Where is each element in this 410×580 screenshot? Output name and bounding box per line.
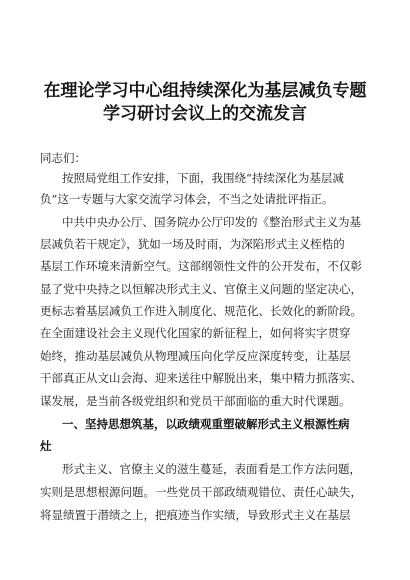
paragraph-2-line-4: 显了党中央持之以恒解决形式主义、官僚主义问题的坚定决心， — [40, 282, 362, 296]
salutation: 同志们： — [40, 151, 86, 165]
paragraph-2-line-5: 更标志着基层减负工作进入制度化、规范化、长效化的新阶段。 — [40, 304, 362, 318]
paragraph-3-line-2: 实则是思想根源问题。一些党员干部政绩观错位、责任心缺失， — [40, 485, 362, 499]
paragraph-1-line-1: 按照局党组工作安排，下面，我围绕“持续深化为基层减 — [62, 171, 344, 185]
paragraph-3-line-3: 将显绩置于潜绩之上，把痕迹当作实绩，导致形式主义在基层 — [40, 508, 351, 522]
paragraph-2-line-7: 始终，推动基层减负从物理减压向化学反应深度转变，让基层 — [40, 349, 351, 363]
paragraph-2-line-3: 基层工作环境来清新空气。这部纲领性文件的公开发布，不仅彰 — [40, 259, 362, 273]
paragraph-1-line-2: 负”这一专题与大家交流学习体会，不当之处请批评指正。 — [40, 192, 334, 206]
paragraph-2-line-1: 中共中央办公厅、国务院办公厅印发的《整治形式主义为基 — [62, 215, 361, 229]
paragraph-3-line-1: 形式主义、官僚主义的滋生蔓延，表面看是工作方法问题， — [62, 462, 361, 476]
section-heading-line-2: 灶 — [40, 439, 52, 453]
document-title-line-1: 在理论学习中心组持续深化为基层减负专题 — [43, 81, 367, 101]
paragraph-2-line-6: 在全面建设社会主义现代化国家的新征程上，如何将实字贯穿 — [40, 326, 351, 340]
paragraph-2-line-9: 谋发展，是当前各级党组织和党员干部面临的重大时代课题。 — [40, 394, 351, 408]
paragraph-2-line-8: 干部真正从文山会海、迎来送往中解脱出来，集中精力抓落实、 — [40, 371, 362, 385]
paragraph-2-line-2: 层减负若干规定》，犹如一场及时雨，为深陷形式主义桎梏的 — [40, 237, 345, 251]
document-title-line-2: 学习研讨会议上的交流发言 — [103, 104, 307, 124]
section-heading-line-1: 一、坚持思想筑基，以政绩观重塑破解形式主义根源性病 — [62, 417, 350, 431]
